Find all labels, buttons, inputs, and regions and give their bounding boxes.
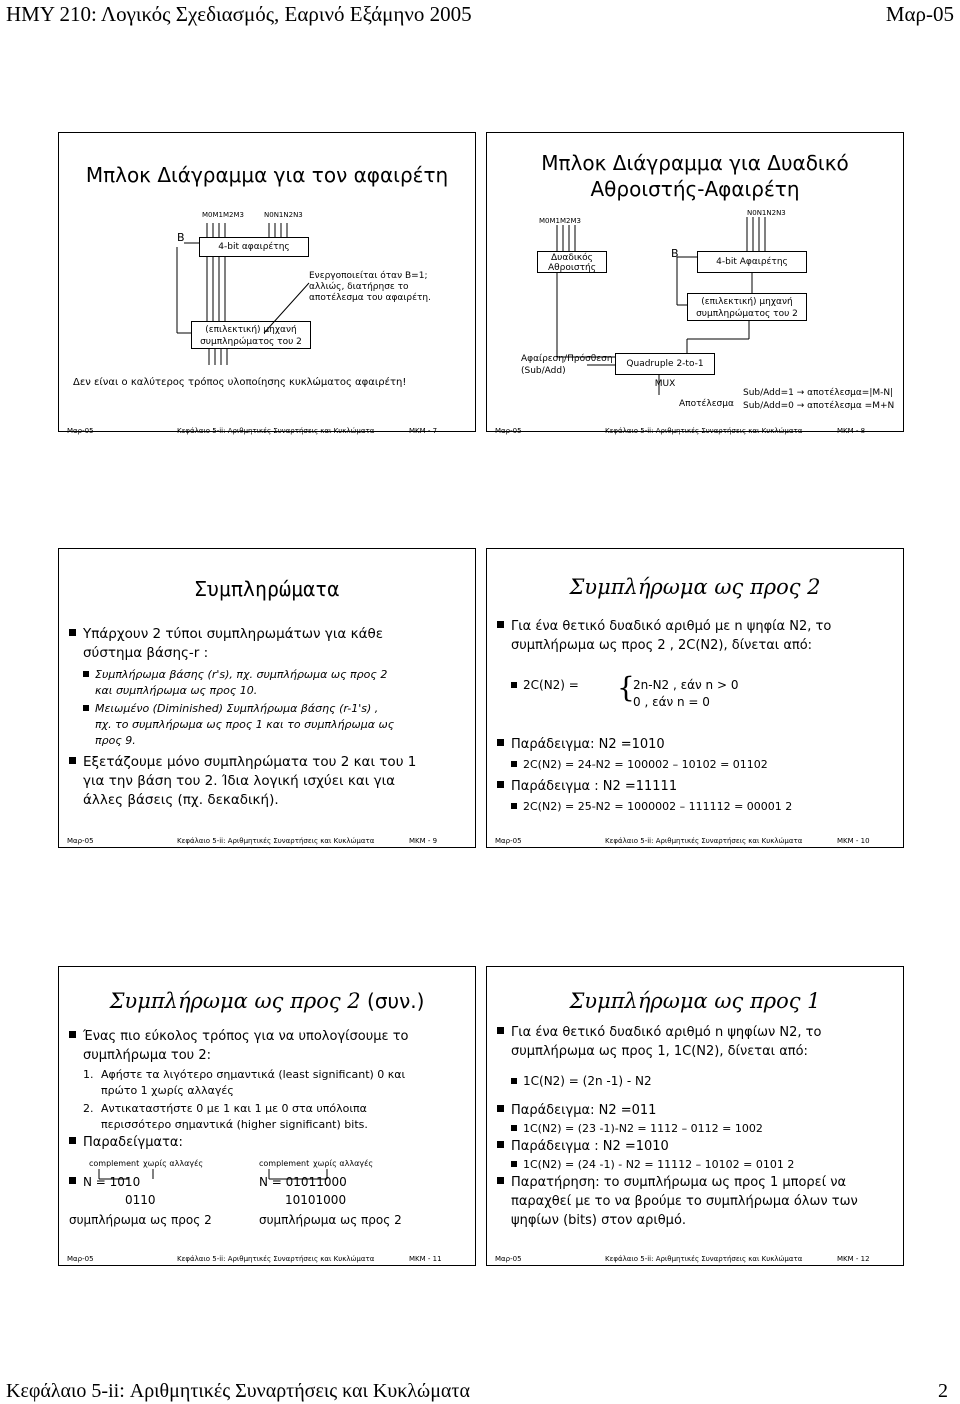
slide-11-step-1-line1: Αφήστε τα λιγότερο σημαντικά (least significant) 0 και	[101, 1068, 406, 1081]
slide-11-step-1-marker: 1.	[83, 1068, 94, 1081]
slide-8-select-line2: (Sub/Add)	[521, 366, 566, 376]
bullet-square-icon	[511, 803, 517, 809]
slide-8-select-line1: Αφαίρεση/Πρόσθεση	[521, 354, 613, 364]
slide-7-subtractor-label: 4-bit αφαιρέτης	[218, 242, 290, 252]
bullet-square-icon	[69, 1177, 76, 1184]
slide-12-example-2-text: Παράδειγμα : N2 =1010	[511, 1139, 669, 1154]
page-header-course: ΗΜΥ 210: Λογικός Σχεδιασμός, Εαρινό Εξάμηνο 2005	[6, 2, 472, 26]
slide-9-footer-number: ΜΚΜ - 9	[409, 837, 438, 845]
slide-8-footer-number: ΜΚΜ - 8	[837, 427, 866, 435]
bullet-square-icon	[497, 621, 504, 628]
slide-7-subtractor-box	[199, 237, 309, 257]
slide-11-step-2-line2: περισσότερο σημαντικά (higher significant) bits.	[101, 1118, 368, 1131]
slide-10-bullet-1-line2: συμπλήρωμα ως προς 2 , 2C(N2), δίνεται από:	[511, 638, 813, 653]
slide-11-ex-a-hdr-complement: complement	[89, 1159, 140, 1168]
slide-7-footer-chapter: Κεφάλαιο 5-ii: Αριθμητικές Συναρτήσεις και Κυκλώματα	[177, 427, 375, 435]
slide-9-bullet-1-line1: Υπάρχουν 2 τύποι συμπληρωμάτων για κάθε	[83, 626, 384, 642]
slide-11-ex-b-result: 10101000	[285, 1193, 347, 1207]
slide-12-example-1-calc-text: 1C(N2) = (23 -1)-N2 = 1112 – 0112 = 1002	[523, 1122, 763, 1135]
slide-7-complement-line1: (επιλεκτική) μηχανή	[205, 325, 297, 335]
slide-9-sub-2	[83, 701, 468, 749]
slide-12-example-2-calc-text: 1C(N2) = (24 -1) - N2 = 11112 – 10102 = 0101 2	[523, 1158, 795, 1171]
slide-11-ex-a-number	[69, 1173, 140, 1192]
slide-9	[58, 548, 476, 848]
slide-12-bullet-1-line1: Για ένα θετικό δυαδικό αριθμό n ψηφίων N2, το	[511, 1025, 822, 1040]
bullet-square-icon	[497, 739, 504, 746]
slide-8-footer-date: Μαρ-05	[495, 427, 522, 435]
slide-10-footer-date: Μαρ-05	[495, 837, 522, 845]
slide-12-bullet-2-line2: παραχθεί με το να βρούμε το συμπλήρωμα όλων των	[511, 1194, 858, 1209]
slide-12-footer-date: Μαρ-05	[495, 1255, 522, 1263]
slide-11-bullet-2-text: Παραδείγματα:	[83, 1135, 183, 1150]
slide-12-example-2-calc	[511, 1157, 896, 1173]
slide-9-bullet-2-line2: για την βάση του 2. Ίδια λογική ισχύει και για	[83, 773, 396, 789]
bullet-square-icon	[497, 781, 504, 788]
slide-12-example-1-text: Παράδειγμα: N2 =011	[511, 1103, 657, 1118]
slide-11-ex-a-label: συμπλήρωμα ως προς 2	[69, 1213, 212, 1227]
slide-9-bullet-1-line2: σύστημα βάσης-r :	[83, 645, 209, 661]
slide-10-example-1	[497, 735, 897, 754]
slide-9-sub-1	[83, 667, 468, 699]
slide-7-label-n: N0N1N2N3	[264, 211, 303, 219]
slide-9-bullet-1	[69, 625, 469, 663]
slide-10-def-lhs: 2C(N2) =	[523, 678, 579, 692]
slide-9-sub-2-line3: προς 9.	[95, 734, 136, 747]
slide-11-title-suffix: (συν.)	[360, 989, 425, 1013]
slide-11-ex-b-hdr-complement: complement	[259, 1159, 310, 1168]
slide-10-def-case1: 2n-N2 , εάν n > 0	[633, 678, 739, 692]
page-footer-chapter: Κεφάλαιο 5-ii: Αριθμητικές Συναρτήσεις και Κυκλώματα	[6, 1380, 470, 1402]
slide-11-ex-a-result: 0110	[125, 1193, 156, 1207]
slide-11-step-2-line1: Αντικαταστήστε 0 με 1 και 1 με 0 στα υπόλοιπα	[101, 1102, 367, 1115]
slide-12-bullet-2-line3: ψηφίων (bits) στον αριθμό.	[511, 1213, 687, 1228]
slide-7-complement-line2: συμπληρώματος του 2	[200, 337, 302, 347]
slide-8-label-n: N0N1N2N3	[747, 209, 786, 217]
slide-7-enable-note	[309, 271, 431, 304]
slide-11-footer-date: Μαρ-05	[67, 1255, 94, 1263]
page-footer-page-number: 2	[938, 1380, 948, 1402]
slide-7-footer-number: ΜΚΜ - 7	[409, 427, 438, 435]
slide-8	[486, 132, 904, 435]
slide-8-label-m: M0M1M2M3	[539, 217, 581, 225]
bullet-square-icon	[511, 1125, 517, 1131]
slide-10-example-2-text: Παράδειγμα : N2 =11111	[511, 779, 678, 794]
slide-8-title-line1: Μπλοκ Διάγραμμα για Δυαδικό	[541, 151, 849, 175]
slide-10-example-1-calc	[511, 757, 896, 773]
slide-7-bottom-note: Δεν είναι ο καλύτερος τρόπος υλοποίησης κυκλώματος αφαιρέτη!	[73, 377, 407, 388]
slide-12-example-1	[497, 1101, 897, 1120]
slide-7-note-line2: αλλιώς, διατήρησε το	[309, 282, 409, 292]
slide-12-bullet-1-line2: συμπλήρωμα ως προς 1, 1C(N2), δίνεται από:	[511, 1044, 808, 1059]
slide-9-bullet-2-line1: Εξετάζουμε μόνο συμπληρώματα του 2 και του 1	[83, 754, 417, 770]
slide-8-adder-line2: Αθροιστής	[547, 263, 597, 273]
slide-8-complement-line2: συμπληρώματος του 2	[696, 309, 798, 319]
slide-12-title: Συμπλήρωμα ως προς 1	[569, 989, 821, 1013]
slide-9-footer-date: Μαρ-05	[67, 837, 94, 845]
slide-9-sub-2-line2: πχ. το συμπλήρωμα ως προς 1 και το συμπλήρωμα ως	[95, 718, 395, 731]
slide-10-footer-number: ΜΚΜ - 10	[837, 837, 870, 845]
slide-11-bullet-1-line1: Ένας πιο εύκολος τρόπος για να υπολογίσουμε το	[83, 1029, 409, 1044]
slide-9-title: Συμπληρώματα	[194, 577, 340, 601]
slide-11-ex-b-label: συμπλήρωμα ως προς 2	[259, 1213, 402, 1227]
slide-8-result-label: Αποτέλεσμα	[679, 399, 734, 409]
slide-10-example-1-calc-text: 2C(N2) = 24-N2 = 100002 – 10102 = 01102	[523, 758, 768, 771]
bullet-square-icon	[511, 1078, 517, 1084]
slide-12-bullet-1	[497, 1023, 897, 1061]
slide-10-example-2	[497, 777, 897, 796]
slide-10-footer-chapter: Κεφάλαιο 5-ii: Αριθμητικές Συναρτήσεις και Κυκλώματα	[605, 837, 803, 845]
slide-12-bullet-2	[497, 1173, 897, 1230]
slide-8-mux-box	[615, 353, 715, 389]
slide-11-step-1-line2: πρώτο 1 χωρίς αλλαγές	[101, 1084, 234, 1097]
slide-11	[58, 966, 476, 1266]
bullet-square-icon	[511, 682, 517, 688]
bullet-square-icon	[511, 761, 517, 767]
slide-12-definition	[511, 1073, 896, 1089]
slide-10-example-1-text: Παράδειγμα: N2 =1010	[511, 737, 665, 752]
slide-9-sub-1-line2: και συμπλήρωμα ως προς 10.	[95, 684, 258, 697]
slide-9-footer-chapter: Κεφάλαιο 5-ii: Αριθμητικές Συναρτήσεις και Κυκλώματα	[177, 837, 375, 845]
slide-12-bullet-2-line1: Παρατήρηση: το συμπλήρωμα ως προς 1 μπορεί να	[511, 1175, 847, 1190]
page-header-date: Μαρ-05	[885, 2, 954, 26]
bullet-square-icon	[497, 1027, 504, 1034]
slide-10-example-2-calc	[511, 799, 896, 815]
page-header	[6, 2, 954, 28]
slide-9-bullet-2	[69, 753, 469, 810]
slide-10-bullet-1-line1: Για ένα θετικό δυαδικό αριθμό με n ψηφία N2, το	[511, 619, 832, 634]
bullet-square-icon	[83, 705, 89, 711]
slide-11-step-2-marker: 2.	[83, 1102, 94, 1115]
bullet-square-icon	[497, 1105, 504, 1112]
slide-12-footer-number: ΜΚΜ - 12	[837, 1255, 870, 1263]
slide-8-subtractor-box	[697, 251, 807, 273]
slide-8-footer-chapter: Κεφάλαιο 5-ii: Αριθμητικές Συναρτήσεις και Κυκλώματα	[605, 427, 803, 435]
slide-7-complement-box	[191, 321, 311, 349]
slide-8-rule1: Sub/Add=1 → αποτέλεσμα=|M-N|	[743, 388, 894, 398]
slide-8-adder-line1: Δυαδικός	[551, 253, 593, 263]
slide-11-ex-a-hdr-unchanged: χωρίς αλλαγές	[143, 1159, 204, 1168]
slide-12-example-1-calc	[511, 1121, 896, 1137]
slide-9-sub-1-line1: Συμπλήρωμα βάσης (r's), πχ. συμπλήρωμα ως προς 2	[95, 668, 388, 681]
slide-11-ex-a-number-text: N = 1010	[83, 1175, 141, 1189]
slide-8-subtractor-label: 4-bit Αφαιρέτης	[716, 257, 788, 267]
slide-9-sub-2-line1: Μειωμένο (Diminished) Συμπλήρωμα βάσης (r-1's) ,	[95, 702, 379, 715]
slide-10	[486, 548, 904, 848]
slide-12	[486, 966, 904, 1266]
slide-7-note-line1: Ενεργοποιείται όταν B=1;	[309, 271, 428, 281]
slide-11-footer-number: ΜΚΜ - 11	[409, 1255, 442, 1263]
slide-10-def-cases	[633, 677, 738, 711]
slide-11-bullet-1-line2: συμπλήρωμα του 2:	[83, 1048, 211, 1063]
slide-7-label-m: M0M1M2M3	[202, 211, 244, 219]
slide-12-definition-text: 1C(N2) = (2n -1) - N2	[523, 1074, 652, 1088]
slide-12-example-2	[497, 1137, 897, 1156]
bullet-square-icon	[69, 629, 76, 636]
slide-10-bullet-1	[497, 617, 897, 655]
slide-9-bullet-2-line3: άλλες βάσεις (πχ. δεκαδική).	[83, 792, 279, 808]
slide-11-ex-b-number: N = 01011000	[259, 1175, 347, 1189]
slide-7-note-line3: αποτέλεσμα του αφαιρέτη.	[309, 293, 431, 303]
bullet-square-icon	[69, 757, 76, 764]
bullet-square-icon	[511, 1161, 517, 1167]
bullet-square-icon	[497, 1177, 504, 1184]
slide-12-footer-chapter: Κεφάλαιο 5-ii: Αριθμητικές Συναρτήσεις και Κυκλώματα	[605, 1255, 803, 1263]
page-footer	[6, 1380, 954, 1404]
brace-icon: {	[617, 671, 635, 704]
slide-8-adder-box	[537, 251, 607, 273]
slide-8-title-line2: Αθροιστής-Αφαιρέτη	[590, 177, 800, 201]
slide-11-footer-chapter: Κεφάλαιο 5-ii: Αριθμητικές Συναρτήσεις και Κυκλώματα	[177, 1255, 375, 1263]
slide-7-footer-date: Μαρ-05	[67, 427, 94, 435]
slide-8-rule2: Sub/Add=0 → αποτέλεσμα =M+N	[743, 401, 895, 411]
slide-8-label-b: B	[671, 247, 679, 260]
slide-10-title: Συμπλήρωμα ως προς 2	[569, 575, 821, 599]
slide-8-complement-line1: (επιλεκτική) μηχανή	[701, 297, 793, 307]
slide-7-label-b: B	[177, 231, 185, 244]
bullet-square-icon	[83, 671, 89, 677]
bullet-square-icon	[497, 1141, 504, 1148]
slide-11-ex-b-hdr-unchanged: χωρίς αλλαγές	[313, 1159, 374, 1168]
slide-8-mux-label: Quadruple 2-to-1 MUX	[626, 359, 704, 389]
slide-7	[58, 132, 476, 435]
slide-10-example-2-calc-text: 2C(N2) = 25-N2 = 1000002 – 111112 = 00001 2	[523, 800, 793, 813]
slide-7-title: Μπλοκ Διάγραμμα για τον αφαιρέτη	[85, 163, 449, 187]
slide-8-select-label	[521, 353, 613, 377]
slide-11-title-main: Συμπλήρωμα ως προς 2	[109, 989, 361, 1013]
slide-8-rules	[743, 387, 894, 413]
slide-10-def-case2: 0 , εάν n = 0	[633, 695, 710, 709]
slide-8-complement-box	[687, 293, 807, 321]
